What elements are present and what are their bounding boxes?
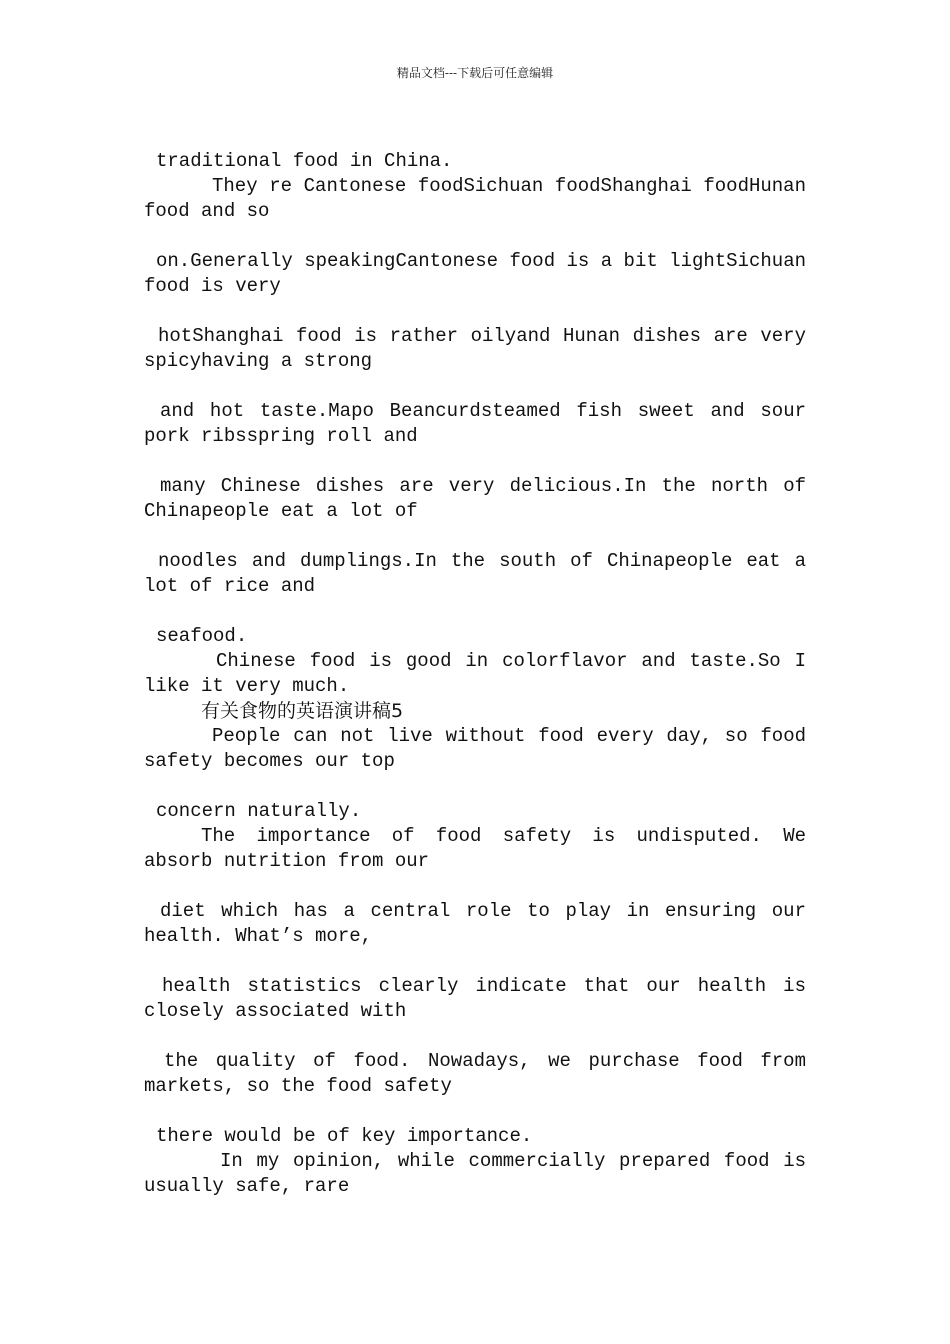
paragraph-gap: [144, 524, 806, 549]
page-header: 精品文档---下载后可任意编辑: [396, 66, 554, 80]
paragraph-gap: [144, 599, 806, 624]
paragraph: noodles and dumplings.In the south of Chinapeople eat a lot of rice and: [144, 550, 806, 597]
paragraph: health statistics clearly indicate that our health is closely associated with: [144, 975, 806, 1022]
paragraph: hotShanghai food is rather oilyand Hunan dishes are very spicyhaving a strong: [144, 325, 806, 372]
paragraph-gap: [144, 1099, 806, 1124]
document-body: [144, 149, 806, 1199]
paragraph-gap: [144, 374, 806, 399]
paragraph: and hot taste.Mapo Beancurdsteamed fish sweet and sour pork ribsspring roll and: [144, 400, 806, 447]
paragraph: traditional food in China.: [156, 150, 453, 172]
paragraph: on.Generally speakingCantonese food is a bit lightSichuan food is very: [144, 250, 806, 297]
section-heading: 有关食物的英语演讲稿5: [201, 700, 404, 722]
paragraph: In my opinion, while commercially prepared food is usually safe, rare: [144, 1150, 806, 1197]
paragraph-gap: [144, 224, 806, 249]
paragraph: People can not live without food every day, so food safety becomes our top: [144, 725, 806, 772]
paragraph: there would be of key importance.: [156, 1125, 533, 1147]
paragraph-gap: [144, 774, 806, 799]
paragraph: seafood.: [156, 625, 248, 647]
paragraph: diet which has a central role to play in ensuring our health. What’s more,: [144, 900, 806, 947]
paragraph-gap: [144, 449, 806, 474]
paragraph-gap: [144, 874, 806, 899]
paragraph: They re Cantonese foodSichuan foodShanghai foodHunan food and so: [144, 175, 806, 222]
paragraph-gap: [144, 1024, 806, 1049]
paragraph: The importance of food safety is undisputed. We absorb nutrition from our: [144, 825, 806, 872]
paragraph: the quality of food. Nowadays, we purchase food from markets, so the food safety: [144, 1050, 806, 1097]
paragraph: many Chinese dishes are very delicious.In the north of Chinapeople eat a lot of: [144, 475, 806, 522]
paragraph-gap: [144, 949, 806, 974]
paragraph: Chinese food is good in colorflavor and taste.So I like it very much.: [144, 650, 806, 697]
paragraph: concern naturally.: [156, 800, 362, 822]
paragraph-gap: [144, 299, 806, 324]
